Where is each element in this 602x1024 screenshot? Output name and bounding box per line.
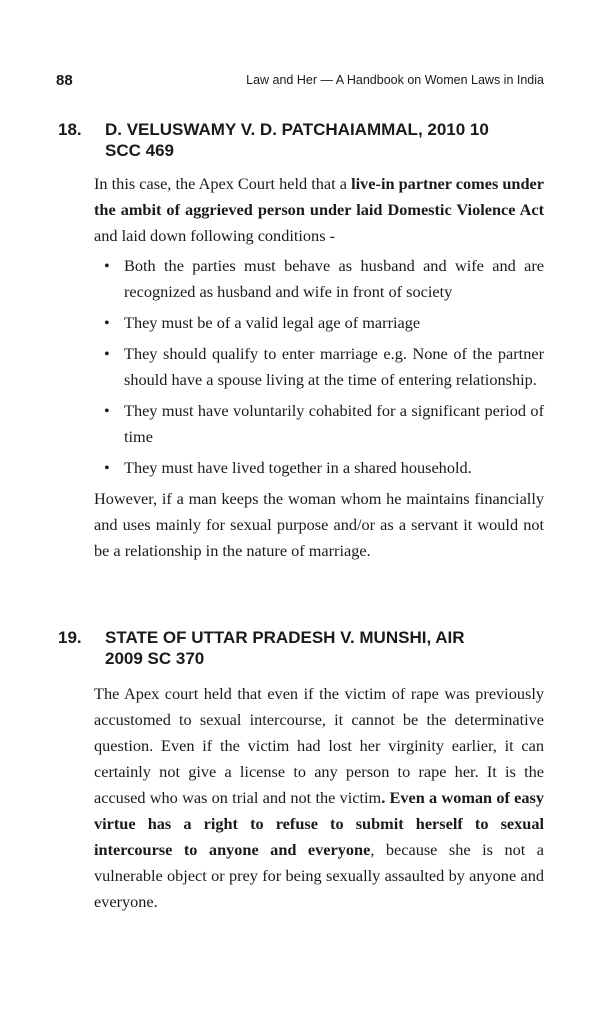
bullet-icon: •: [104, 344, 110, 363]
intro-bold-text: live-in partner comes under the ambit of aggrieved person under laid Domestic Violence Act: [94, 174, 544, 219]
page-number: 88: [56, 72, 73, 89]
bullet-icon: •: [104, 401, 110, 420]
bullet-icon: •: [104, 256, 110, 275]
paragraph-text-start: The Apex court held that even if the victim of rape was previously accustomed to sexual intercourse, it cannot be the determinative question. Even if the victim had lost her virginity earlier, it can certainly not give a license to any person to rape her. It is the accused who was on trial and not the victim: [94, 684, 544, 807]
section-19-heading: [56, 627, 544, 669]
list-item-text: Both the parties must behave as husband and wife and are recognized as husband and wife in front of society: [124, 256, 544, 301]
section-18-heading: [56, 119, 544, 161]
running-head: Law and Her — A Handbook on Women Laws in India: [246, 73, 544, 87]
section-18-intro: [94, 171, 544, 249]
section-18: [56, 119, 544, 564]
paragraph-bold-text: . Even a woman of easy virtue has a right to refuse to submit herself to sexual intercourse to anyone and everyone: [94, 788, 545, 859]
list-item-text: They must be of a valid legal age of marriage: [124, 313, 421, 332]
section-19-title-line1: STATE OF UTTAR PRADESH V. MUNSHI, AIR: [105, 628, 465, 647]
section-18-title-line2: SCC 469: [105, 141, 174, 160]
section-18-body: [94, 171, 544, 564]
section-19-paragraph: [94, 681, 544, 915]
list-item: [94, 341, 544, 393]
page-header: [56, 72, 544, 92]
list-item: [94, 398, 544, 450]
section-18-closing: However, if a man keeps the woman whom he maintains financially and uses mainly for sexual purpose and/or as a servant it would not be a relationship in the nature of marriage.: [94, 489, 544, 560]
list-item-text: They should qualify to enter marriage e.g. None of the partner should have a spouse living at the time of entering relationship.: [124, 344, 544, 389]
list-item: [94, 253, 544, 305]
bullet-icon: •: [104, 313, 110, 332]
intro-text-start: In this case, the Apex Court held that a: [94, 174, 352, 193]
list-item-text: They must have lived together in a shared household.: [124, 458, 472, 477]
paragraph-text-end: , because she is not a vulnerable object or prey for being sexually assaulted by anyone and everyone.: [94, 840, 544, 911]
section-19-body: [94, 681, 544, 915]
section-19: [56, 627, 544, 915]
conditions-list: [94, 253, 544, 481]
list-item-text: They must have voluntarily cohabited for a significant period of time: [124, 401, 544, 446]
section-19-number: 19.: [58, 628, 82, 647]
bullet-icon: •: [104, 458, 110, 477]
section-18-number: 18.: [58, 120, 82, 139]
section-19-title-line2: 2009 SC 370: [105, 649, 205, 668]
list-item: [94, 455, 544, 481]
intro-text-end: and laid down following conditions -: [94, 226, 336, 245]
list-item: [94, 310, 544, 336]
section-18-title-line1: D. VELUSWAMY V. D. PATCHAIAMMAL, 2010 10: [105, 120, 489, 139]
